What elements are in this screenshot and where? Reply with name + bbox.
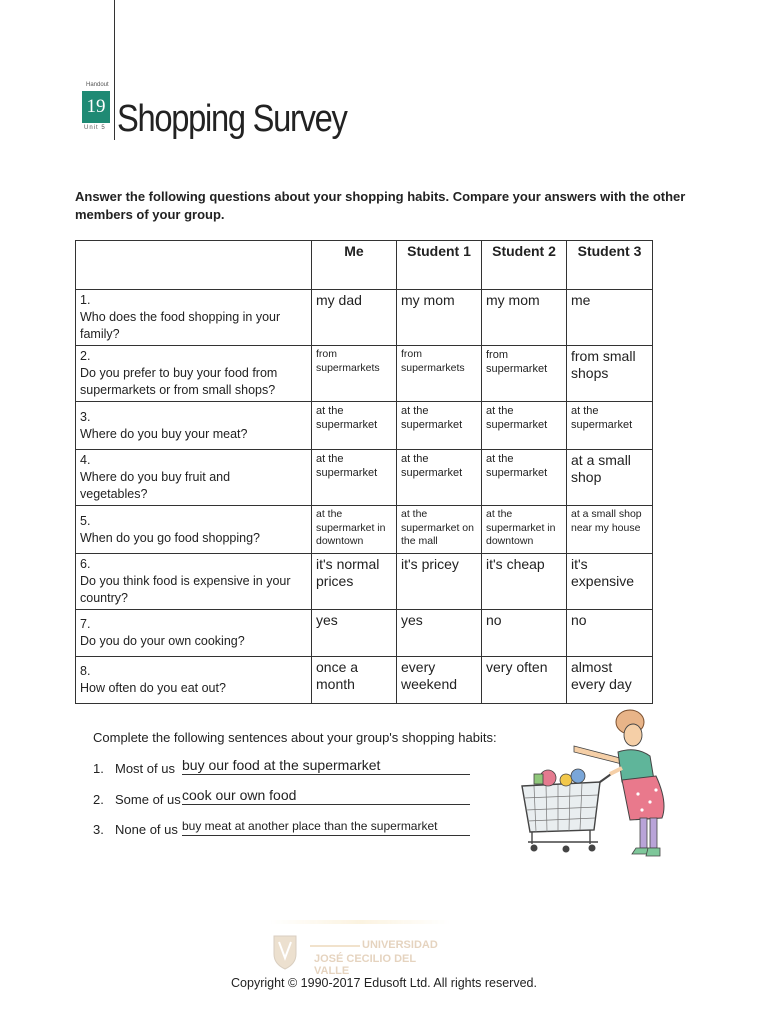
answer-cell[interactable]: it's cheap [482, 554, 567, 610]
question-cell [76, 402, 312, 450]
table-row [76, 506, 653, 554]
table-row [76, 554, 653, 610]
sentence-number: 2. [93, 792, 104, 807]
table-row [76, 450, 653, 506]
sentence-prefix: Some of us [115, 792, 181, 807]
question-number: 7. [80, 617, 91, 631]
answer-cell[interactable]: yes [312, 610, 397, 657]
question-text: When do you go food shopping? [80, 530, 260, 545]
answer-cell[interactable]: at the supermarket [397, 402, 482, 450]
answer-cell[interactable]: from supermarkets [397, 346, 482, 402]
answer-cell[interactable]: at the supermarket on the mall [397, 506, 482, 554]
question-cell [76, 610, 312, 657]
sentence-answer-field[interactable]: buy meat at another place than the supermarket [182, 818, 470, 836]
answer-cell[interactable]: at the supermarket [397, 450, 482, 506]
answer-cell[interactable]: it's pricey [397, 554, 482, 610]
answer-cell[interactable]: me [567, 290, 653, 346]
header-question-column [76, 241, 312, 290]
handout-number-badge: 19 [82, 91, 110, 123]
question-number: 1. [80, 293, 91, 307]
shopping-cart-icon [522, 769, 614, 853]
question-cell [76, 506, 312, 554]
header-student-1: Student 1 [397, 241, 482, 290]
answer-cell[interactable]: at the supermarket [482, 402, 567, 450]
answer-cell[interactable]: my mom [397, 290, 482, 346]
answer-cell[interactable]: it's normal prices [312, 554, 397, 610]
unit-label: Unit 5 [84, 125, 106, 131]
handout-label: Handout [86, 82, 109, 88]
answer-cell[interactable]: no [482, 610, 567, 657]
sentence-number: 1. [93, 761, 104, 776]
table-row [76, 402, 653, 450]
sentence-prefix: None of us [115, 822, 178, 837]
answer-cell[interactable]: at the supermarket [482, 450, 567, 506]
instructions-text: Answer the following questions about your shopping habits. Compare your answers with the other members of your group. [75, 189, 686, 222]
question-text: Where do you buy your meat? [80, 426, 248, 441]
completion-sentence [93, 792, 181, 807]
question-text: Do you think food is expensive in your country? [80, 574, 291, 605]
answer-cell[interactable]: from supermarket [482, 346, 567, 402]
answer-cell[interactable]: it's expensive [567, 554, 653, 610]
answer-cell[interactable]: at the supermarket [567, 402, 653, 450]
page-title: Shopping Survey [117, 98, 347, 140]
university-watermark [270, 920, 450, 980]
question-number: 3. [80, 409, 91, 424]
question-number: 8. [80, 664, 91, 678]
survey-table [75, 240, 653, 704]
answer-cell[interactable]: at a small shop near my house [567, 506, 653, 554]
table-row [76, 346, 653, 402]
question-text: Do you prefer to buy your food from supermarkets or from small shops? [80, 366, 278, 397]
header-student-2: Student 2 [482, 241, 567, 290]
question-cell [76, 657, 312, 704]
answer-cell[interactable]: from small shops [567, 346, 653, 402]
question-cell [76, 346, 312, 402]
answer-cell[interactable]: my dad [312, 290, 397, 346]
sentence-number: 3. [93, 822, 104, 837]
question-number: 2. [80, 349, 91, 363]
question-number: 4. [80, 453, 91, 467]
completion-sentence [93, 761, 175, 776]
sentence-answer-field[interactable]: buy our food at the supermarket [182, 757, 470, 775]
watermark-line-1: UNIVERSIDAD [362, 939, 438, 951]
question-text: Where do you buy fruit and vegetables? [80, 470, 231, 501]
completion-sentence [93, 822, 178, 837]
answer-cell[interactable]: at the supermarket [312, 402, 397, 450]
table-row [76, 290, 653, 346]
shopper-illustration [518, 702, 674, 862]
university-crest-icon [272, 934, 298, 970]
table-row [76, 610, 653, 657]
question-cell [76, 290, 312, 346]
header-student-3: Student 3 [567, 241, 653, 290]
margin-rule [114, 0, 115, 140]
question-cell [76, 554, 312, 610]
answer-cell[interactable]: at the supermarket [312, 450, 397, 506]
answer-cell[interactable]: no [567, 610, 653, 657]
question-text: How often do you eat out? [80, 681, 226, 695]
sentence-answer-field[interactable]: cook our own food [182, 787, 470, 805]
question-text: Who does the food shopping in your family? [80, 310, 281, 341]
answer-cell[interactable]: at a small shop [567, 450, 653, 506]
watermark-rule [310, 945, 360, 947]
answer-cell[interactable]: yes [397, 610, 482, 657]
question-number: 6. [80, 557, 91, 571]
answer-cell[interactable]: from supermarkets [312, 346, 397, 402]
answer-cell[interactable]: very often [482, 657, 567, 704]
answer-cell[interactable]: once a month [312, 657, 397, 704]
answer-cell[interactable]: almost every day [567, 657, 653, 704]
table-header-row [76, 241, 653, 290]
copyright-footer: Copyright © 1990-2017 Edusoft Ltd. All rights reserved. [231, 976, 537, 990]
sentence-prefix: Most of us [115, 761, 175, 776]
answer-cell[interactable]: at the supermarket in downtown [482, 506, 567, 554]
answer-cell[interactable]: every weekend [397, 657, 482, 704]
question-text: Do you do your own cooking? [80, 634, 245, 648]
question-cell [76, 450, 312, 506]
question-number: 5. [80, 513, 91, 528]
answer-cell[interactable]: at the supermarket in downtown [312, 506, 397, 554]
completion-instructions: Complete the following sentences about your group's shopping habits: [93, 730, 497, 745]
header-me: Me [312, 241, 397, 290]
watermark-line-2: JOSÉ CECILIO DEL VALLE [314, 953, 416, 977]
answer-cell[interactable]: my mom [482, 290, 567, 346]
table-row [76, 657, 653, 704]
watermark-glow [270, 920, 450, 924]
